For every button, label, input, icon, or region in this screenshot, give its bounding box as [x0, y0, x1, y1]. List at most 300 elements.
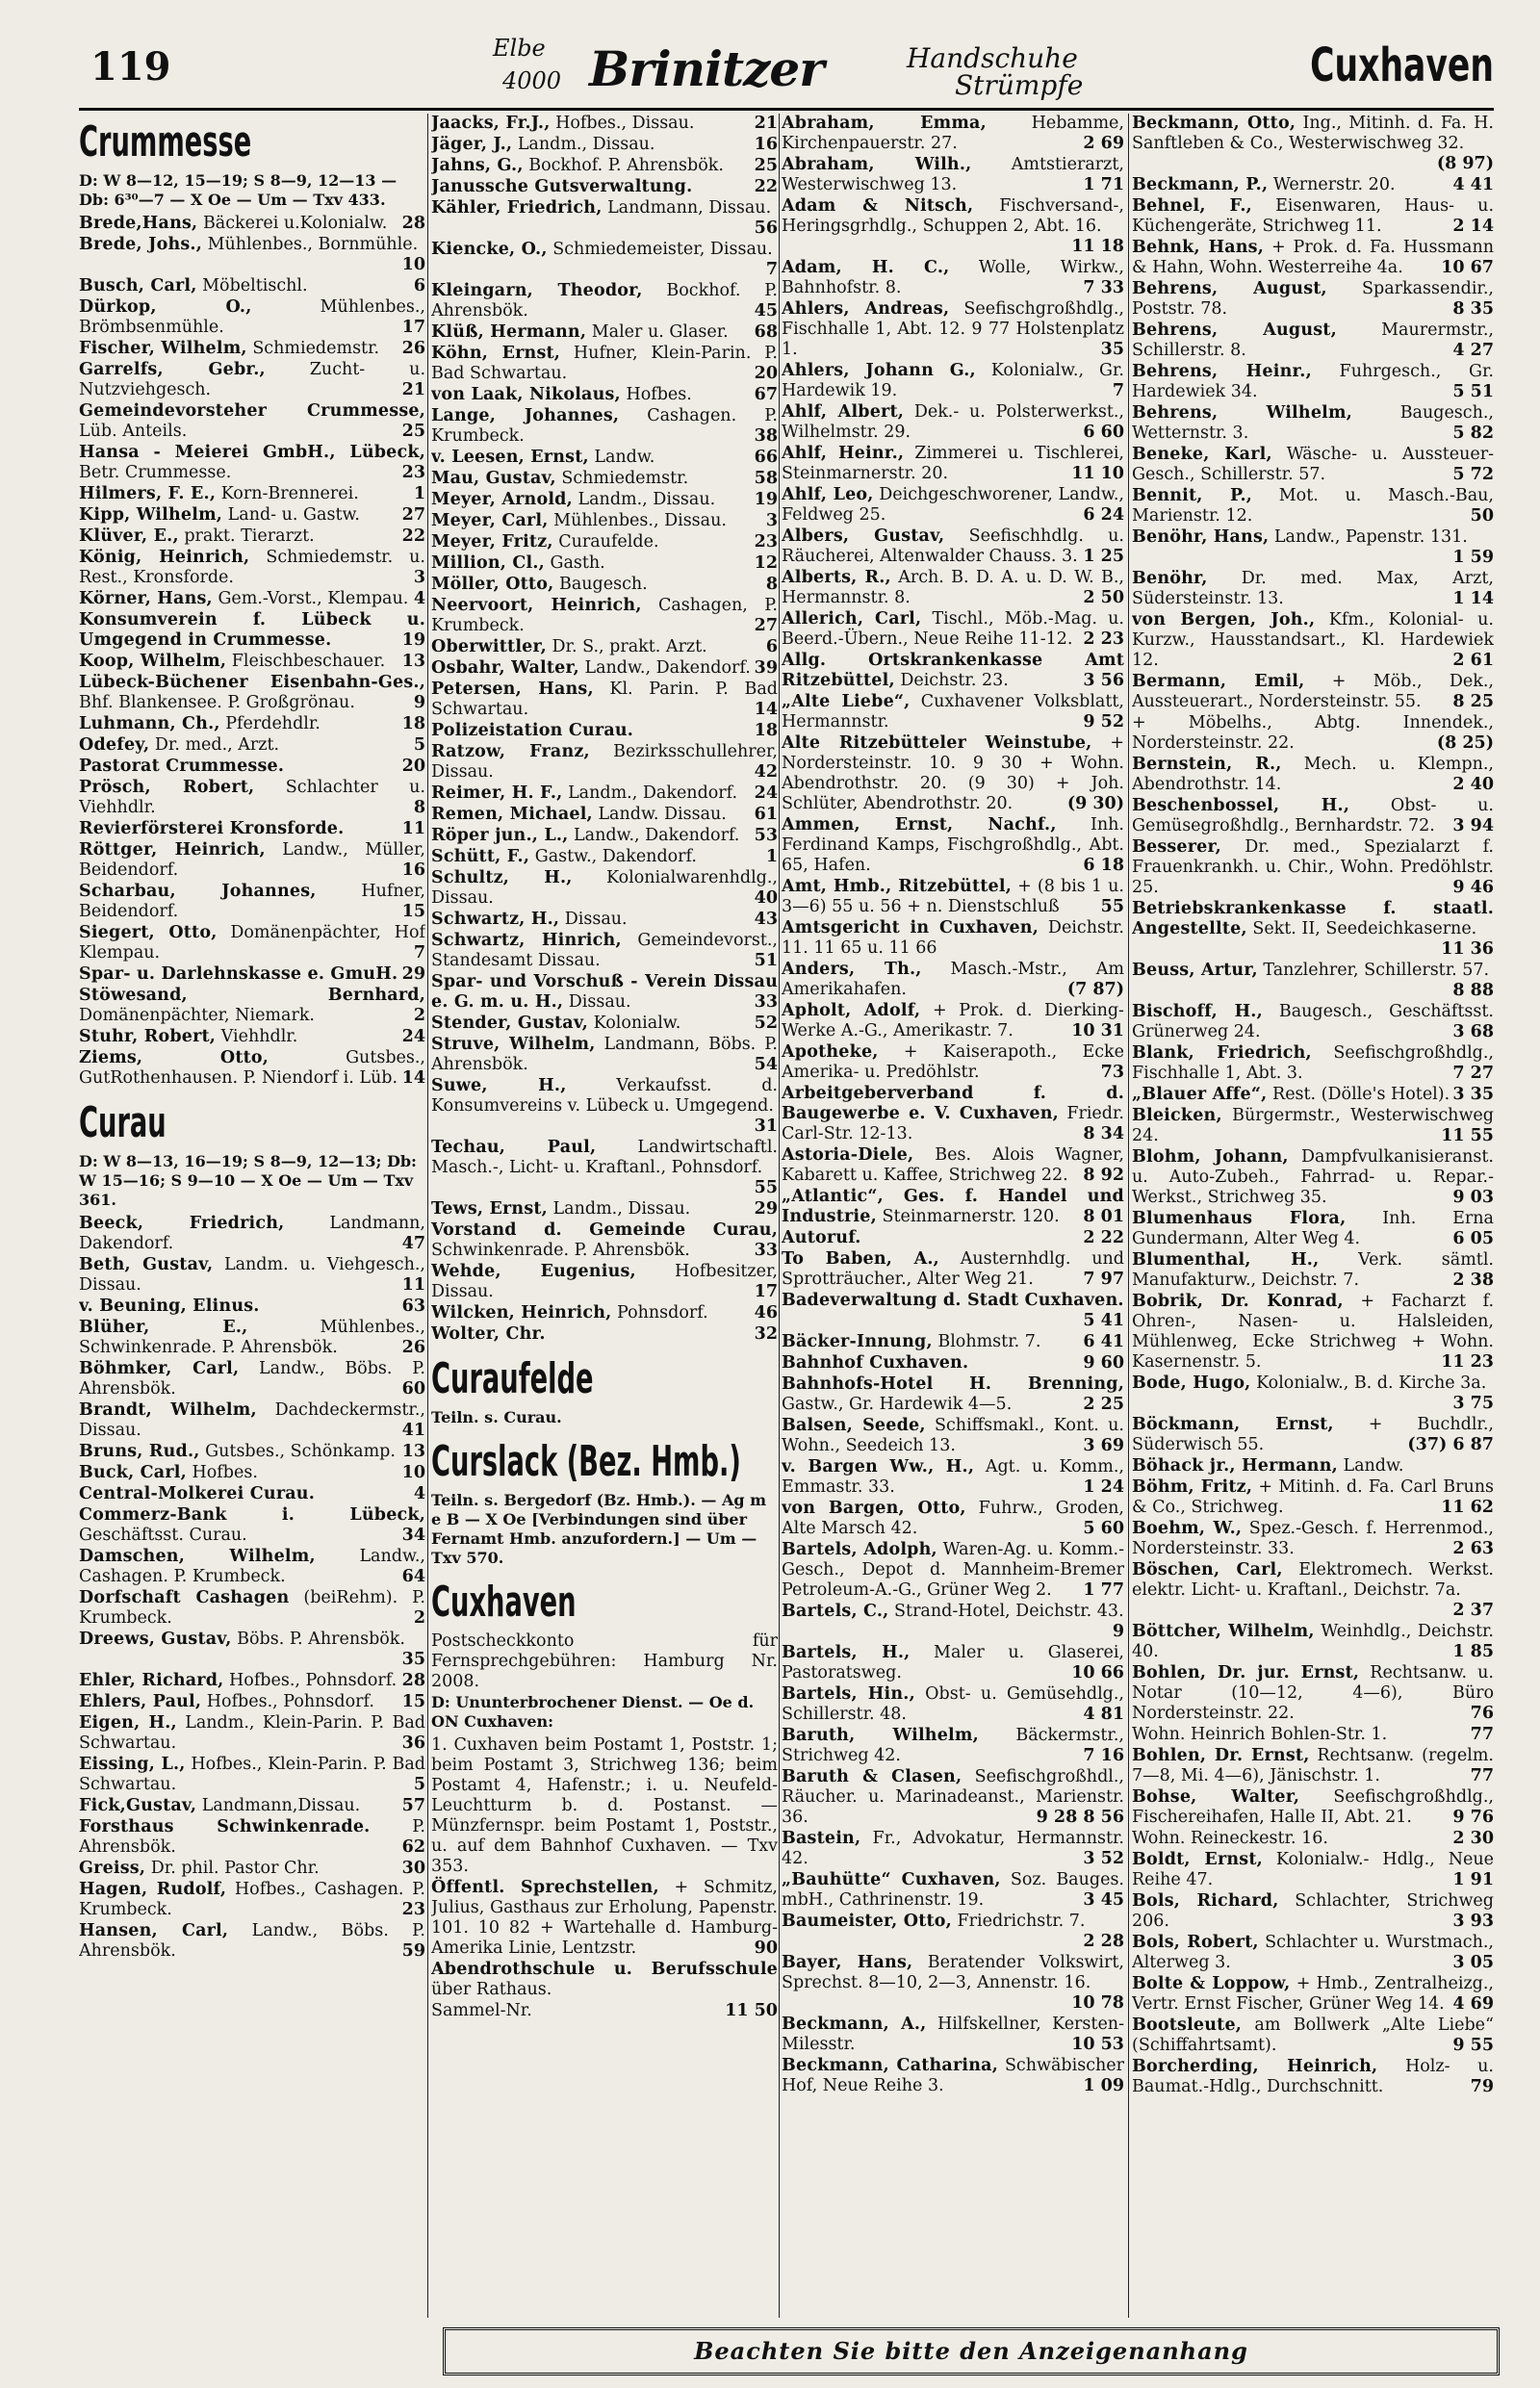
directory-entry: [431, 198, 778, 239]
directory-entry: [782, 2015, 1124, 2055]
entry-details: Landw., Böbs. P. Ahrensbök.: [79, 1359, 425, 1399]
directory-entry: [1132, 610, 1494, 671]
entry-phone-number: 8 92: [1083, 1166, 1124, 1185]
directory-entry: [79, 505, 425, 526]
entry-name: Behrens, August,: [1132, 279, 1327, 298]
entry-phone-number: 19: [754, 490, 778, 509]
entry-details: + Hmb., Zentralheizg., Vertr. Ernst Fischer, Grüner Weg 14.: [1132, 1974, 1494, 2014]
entry-name: Alte Ritzebütteler Weinstube,: [782, 733, 1092, 753]
directory-entry: [79, 1547, 425, 1587]
entry-name: Bernstein, R.,: [1132, 755, 1282, 774]
entry-details: Landmann,Dissau.: [201, 1796, 361, 1815]
entry-details: Hofbes.: [626, 385, 692, 404]
directory-entry: [431, 114, 778, 134]
entry-name: Körner, Hans,: [79, 589, 213, 608]
page-header: [79, 29, 1494, 106]
entry-details: Landw., Müller, Beidendorf.: [79, 840, 425, 880]
entry-phone-number: 24: [401, 1027, 425, 1046]
directory-entry: [79, 778, 425, 818]
entry-details: Landw., Cashagen. P. Krumbeck.: [79, 1547, 425, 1586]
entry-details: Bockhof. P. Ahrensbök.: [431, 281, 778, 321]
entry-details: Tischl., Möb.-Mag. u. Beerd.-Übern., Neue Reihe 11-12.: [782, 609, 1124, 649]
entry-name: Boldt, Ernst,: [1132, 1850, 1263, 1869]
entry-phone-number: 35: [401, 1650, 425, 1669]
entry-details: + Möbelhs., Abtg. Innendek., Nordersteinstr. 22.: [1132, 713, 1494, 753]
entry-name: Böhmker, Carl,: [79, 1359, 240, 1378]
entry-details: Sammel-Nr.: [431, 2001, 532, 2020]
entry-phone-number: 8: [765, 575, 778, 594]
directory-entry: [1132, 713, 1494, 754]
entry-phone-number: 6: [413, 276, 425, 295]
directory-entry: [1132, 1725, 1494, 1745]
directory-entry: [79, 484, 425, 504]
section-service-info: D: W 8—12, 15—19; S 8—9, 12—13 — Db: 6³⁰—7 — X Oe — Um — Txv 433.: [79, 171, 398, 209]
entry-phone-number: 8 88: [1452, 981, 1494, 1000]
directory-entry: [79, 1048, 425, 1089]
entry-details: Sparkassendir., Poststr. 78.: [1132, 279, 1494, 319]
entry-phone-number: 55: [1100, 897, 1124, 916]
entry-name: Betriebskrankenkasse f. staatl. Angestellte,: [1132, 899, 1494, 938]
entry-details: Hofbes., Pohnsdorf.: [206, 1692, 374, 1711]
entry-name: Beneke, Karl,: [1132, 445, 1272, 464]
entry-phone-number: 66: [754, 448, 778, 467]
entry-details: Spez.-Gesch. f. Herrenmod., Nordersteinstr. 33.: [1132, 1519, 1494, 1558]
entry-name: Dreews, Gustav,: [79, 1630, 232, 1649]
entry-phone-number: 11 36: [1441, 939, 1494, 959]
entry-name: Ehlers, Paul,: [79, 1692, 202, 1711]
entry-details: Arch. B. D. A. u. D. W. B., Hermannstr. 8.: [782, 568, 1124, 607]
entry-details: + Facharzt f. Ohren-, Nasen- u. Halsleiden, Mühlenweg, Ecke Strichweg + Wohn. Kasernenstr. 5.: [1132, 1292, 1494, 1372]
entry-details: am Bollwerk „Alte Liebe“ (Schiffahrtsamt).: [1132, 2016, 1494, 2055]
logo-brand: Brinitzer: [589, 40, 824, 97]
entry-details: Wohn. Heinrich Bohlen-Str. 1.: [1132, 1725, 1388, 1744]
directory-entry: [1132, 527, 1494, 568]
entry-phone-number: 3 52: [1083, 1849, 1124, 1868]
entry-phone-number: 15: [401, 902, 425, 921]
entry-details: + Mitinh. d. Fa. Carl Bruns & Co., Strichweg.: [1132, 1477, 1494, 1517]
directory-entry: [782, 815, 1124, 876]
entry-details: Blohmstr. 7.: [937, 1332, 1041, 1351]
directory-entry: [782, 1726, 1124, 1766]
directory-entry: [431, 1262, 778, 1302]
directory-entry: [431, 1960, 778, 2000]
entry-name: Busch, Carl,: [79, 276, 197, 295]
entry-details: Ing., Mitinh. d. Fa. H. Sanftleben & Co., Westerwischweg 32.: [1132, 114, 1494, 153]
entry-phone-number: 4 27: [1452, 341, 1494, 360]
entry-details: Seefischgroßhdl., Räucher. u. Marinadeanst., Marienstr. 36.: [782, 1767, 1124, 1827]
directory-entry: [782, 692, 1124, 732]
entry-name: Hilmers, F. E.,: [79, 484, 217, 503]
entry-name: Ratzow, Franz,: [431, 742, 590, 761]
entry-details: Mühlenbes., Dissau.: [553, 511, 727, 530]
directory-entry: [1132, 1891, 1494, 1932]
entry-name: Abraham, Wilh.,: [782, 155, 972, 174]
entry-details: Schwinkenrade. P. Ahrensbök.: [431, 1241, 690, 1260]
entry-name: Brede, Johs.,: [79, 235, 203, 254]
directory-entry: [1132, 1292, 1494, 1373]
entry-name: Bohlen, Dr. Ernst,: [1132, 1746, 1310, 1765]
entry-phone-number: 5 72: [1452, 465, 1494, 484]
entry-name: Damschen, Wilhelm,: [79, 1547, 316, 1566]
entry-name: Ammen, Ernst, Nachf.,: [782, 815, 1057, 835]
directory-entry: [782, 1145, 1124, 1186]
entry-details: Schiffsmakl., Kont. u. Wohn., Seedeich 13.: [782, 1416, 1124, 1455]
directory-entry: [79, 1255, 425, 1296]
directory-entry: [782, 155, 1124, 195]
entry-name: Jäger, J.,: [431, 135, 513, 154]
directory-entry: [431, 910, 778, 930]
entry-name: To Baben, A.,: [782, 1249, 939, 1269]
entry-phone-number: 4 81: [1083, 1705, 1124, 1724]
entry-name: Beth, Gustav,: [79, 1255, 214, 1274]
directory-entry: [1132, 1415, 1494, 1455]
entry-details: Domänenpächter, Hof Klempau.: [79, 923, 425, 963]
entry-name: Wehde, Eugenius,: [431, 1262, 636, 1281]
entry-details: Verk. sämtl. Manufakturw., Deichstr. 7.: [1132, 1250, 1494, 1290]
entry-phone-number: 1 24: [1083, 1477, 1124, 1497]
entry-phone-number: (8 25): [1436, 733, 1494, 753]
directory-entry: [782, 1001, 1124, 1041]
directory-entry: [79, 1671, 425, 1691]
footer-text: Beachten Sie bitte den Anzeigenanhang: [694, 2337, 1248, 2365]
directory-entry: [782, 877, 1124, 917]
directory-entry: [782, 1291, 1124, 1331]
entry-name: Forsthaus Schwinkenrade.: [79, 1817, 371, 1836]
entry-name: Köhn, Ernst,: [431, 344, 561, 363]
entry-phone-number: 7 97: [1083, 1270, 1124, 1289]
entry-phone-number: 14: [401, 1068, 425, 1088]
entry-phone-number: 16: [401, 860, 425, 880]
directory-entry: [79, 819, 425, 839]
entry-name: Brandt, Wilhelm,: [79, 1400, 257, 1420]
section-service-info: D: W 8—13, 16—19; S 8—9, 12—13; Db: W 15—16; S 9—10 — X Oe — Um — Txv 361.: [79, 1152, 417, 1209]
entry-details: Dr. med., Arzt.: [154, 735, 280, 755]
entry-phone-number: 7: [413, 943, 425, 963]
directory-entry: [782, 1187, 1124, 1227]
entry-name: Apholt, Adolf,: [782, 1001, 921, 1020]
entry-details: Landwirtschaftl. Masch.-, Licht- u. Kraftanl., Pohnsdorf.: [431, 1138, 778, 1177]
entry-details: Kolonialw., Gr. Hardewik 19.: [782, 361, 1124, 400]
entry-phone-number: 5 51: [1452, 382, 1494, 401]
entry-name: Bohlen, Dr. jur. Ernst,: [1132, 1663, 1360, 1682]
directory-entry: [782, 1829, 1124, 1869]
entry-phone-number: 40: [754, 888, 778, 908]
directory-entry: [79, 1463, 425, 1483]
entry-phone-number: 2 40: [1452, 775, 1494, 794]
entry-details: Kolonialw.- Hdlg., Neue Reihe 47.: [1132, 1850, 1494, 1889]
entry-phone-number: 46: [754, 1303, 778, 1322]
entry-name: Apotheke,: [782, 1042, 879, 1062]
entry-name: Eissing, L.,: [79, 1755, 186, 1774]
entry-phone-number: 42: [754, 762, 778, 782]
directory-entry: [431, 596, 778, 636]
entry-details: Gastw., Dakendorf.: [534, 847, 697, 866]
entry-details: Korn-Brennerei.: [220, 484, 359, 503]
entry-phone-number: 43: [754, 910, 778, 929]
entry-name: Spar- und Vorschuß - Verein Dissau e. G. m. u. H.,: [431, 972, 778, 1012]
entry-details: Seefischhdlg. u. Räucherei, Altenwalder Chauss. 3.: [782, 526, 1124, 566]
entry-name: Hagen, Rudolf,: [79, 1880, 227, 1899]
entry-details: Dr. med. Max, Arzt, Südersteinstr. 13.: [1132, 569, 1494, 608]
directory-entry: [431, 1076, 778, 1137]
entry-details: Landm., Dakendorf.: [568, 783, 738, 803]
entry-name: Bartels, Adolph,: [782, 1540, 937, 1559]
directory-entry: [79, 1859, 425, 1879]
entry-phone-number: 11 10: [1071, 464, 1124, 483]
entry-details: Masch.-Mstr., Am Amerikahafen.: [782, 960, 1124, 999]
entry-phone-number: 23: [401, 463, 425, 482]
directory-entry: [79, 1484, 425, 1504]
entry-name: Behnel, F.,: [1132, 196, 1252, 216]
entry-name: Meyer, Fritz,: [431, 532, 553, 552]
directory-entry: [79, 1755, 425, 1795]
entry-phone-number: 76: [1470, 1704, 1494, 1723]
directory-entry: [782, 258, 1124, 298]
directory-entry: [1132, 321, 1494, 361]
entry-name: Oberwittler,: [431, 637, 547, 656]
entry-details: Baugesch., Wetternstr. 3.: [1132, 403, 1494, 443]
entry-name: Suwe, H.,: [431, 1076, 567, 1095]
entry-name: Konsumverein f. Lübeck u. Umgegend in Crummesse.: [79, 610, 425, 650]
entry-details: Fuhrw., Groden, Alte Marsch 42.: [782, 1499, 1124, 1538]
entry-details: Wäsche- u. Aussteuer-Gesch., Schillerstr. 57.: [1132, 445, 1494, 484]
entry-details: Hofbes., Cashagen. P. Krumbeck.: [79, 1880, 425, 1919]
directory-entry: [79, 1921, 425, 1962]
entry-details: Schwäbischer Hof, Neue Reihe 3.: [782, 2056, 1124, 2095]
entry-name: Behrens, Wilhelm,: [1132, 403, 1353, 423]
entry-name: Bohse, Walter,: [1132, 1787, 1300, 1807]
entry-name: Beckmann, A.,: [782, 2015, 927, 2034]
entry-details: + Schmitz, Julius, Gasthaus zur Erholung, Papenstr. 101. 10 82 + Wartehalle d. Hamburg-Amerika Linie, Lentzstr.: [431, 1878, 778, 1958]
directory-entry: [431, 783, 778, 804]
entry-phone-number: (7 87): [1066, 980, 1124, 999]
entry-phone-number: 10: [401, 1463, 425, 1482]
entry-details: Verkaufsst. d. Konsumvereins v. Lübeck u. Umgegend.: [431, 1076, 778, 1116]
entry-details: Baugesch., Geschäftsst. Grünerweg 24.: [1132, 1002, 1494, 1041]
directory-entry: [1132, 1456, 1494, 1476]
column-divider: [1128, 114, 1129, 2318]
entry-details: Domänenpächter, Niemark.: [79, 1006, 315, 1025]
entry-phone-number: 7 33: [1083, 278, 1124, 297]
entry-name: Kleingarn, Theodor,: [431, 281, 643, 300]
entry-name: Vorstand d. Gemeinde Curau,: [431, 1220, 778, 1240]
directory-entry: [79, 526, 425, 547]
entry-phone-number: 31: [754, 1117, 778, 1136]
entry-details: Elektromech. Werkst. elektr. Licht- u. Kraftanl., Deichstr. 7a.: [1132, 1560, 1494, 1600]
entry-phone-number: 23: [401, 1900, 425, 1919]
entry-phone-number: 27: [754, 616, 778, 635]
entry-details: Bockhof. P. Ahrensbök.: [528, 156, 724, 175]
entry-phone-number: 4: [413, 1484, 425, 1503]
entry-details: Kolonialwarenhdlg., Dissau.: [431, 868, 778, 908]
entry-name: Dorfschaft Cashagen: [79, 1588, 290, 1607]
entry-phone-number: 32: [754, 1324, 778, 1344]
entry-phone-number: 3 93: [1452, 1912, 1494, 1931]
entry-details: Cuxhavener Volksblatt, Hermannstr.: [782, 692, 1124, 732]
entry-phone-number: 90: [754, 1939, 778, 1958]
entry-phone-number: 4 41: [1452, 175, 1494, 194]
entry-phone-number: 60: [401, 1379, 425, 1399]
entry-phone-number: 7: [1112, 381, 1124, 400]
entry-name: Badeverwaltung d. Stadt Cuxhaven.: [782, 1291, 1124, 1310]
entry-name: Beckmann, Catharina,: [782, 2056, 998, 2075]
entry-name: Jahns, G.,: [431, 156, 524, 175]
footer-notice: [443, 2327, 1500, 2375]
directory-entry: [431, 281, 778, 321]
directory-entry: [79, 297, 425, 338]
entry-phone-number: 9 52: [1083, 712, 1124, 732]
entry-phone-number: 25: [401, 422, 425, 441]
entry-phone-number: 3 05: [1452, 1953, 1494, 1972]
entry-phone-number: 77: [1470, 1725, 1494, 1744]
entry-name: Schultz, H.,: [431, 868, 573, 887]
entry-phone-number: 5 60: [1083, 1519, 1124, 1538]
entry-details: Hebamme, Kirchenpauerstr. 27.: [782, 114, 1124, 153]
entry-phone-number: 8 35: [1452, 299, 1494, 319]
directory-entry: [782, 733, 1124, 814]
entry-phone-number: 29: [754, 1199, 778, 1219]
entry-name: Fick,Gustav,: [79, 1796, 197, 1815]
advertiser-logo: [493, 35, 1090, 102]
entry-details: Bezirksschullehrer, Dissau.: [431, 742, 778, 782]
directory-entry: [79, 714, 425, 734]
entry-details: Dampfvulkanisieranst. u. Auto-Zubeh., Fahrrad- u. Repar.-Werkst., Strichweg 35.: [1132, 1147, 1494, 1207]
directory-entry: [1132, 1560, 1494, 1621]
entry-details: Landm., Dissau.: [552, 1199, 691, 1219]
entry-phone-number: 2: [413, 1006, 425, 1025]
entry-name: Klüß, Hermann,: [431, 322, 587, 342]
directory-entry: [782, 299, 1124, 360]
entry-details: Austernhdlg. und Sprotträucher., Alter Weg 21.: [782, 1249, 1124, 1289]
entry-details: Kfm., Kolonial- u. Kurzw., Hausstandsart., Kl. Hardewiek 12.: [1132, 610, 1494, 670]
entry-name: Abraham, Emma,: [782, 114, 987, 133]
directory-entry: [79, 1505, 425, 1546]
entry-phone-number: 7: [765, 260, 778, 279]
entry-phone-number: 3 35: [1452, 1085, 1494, 1104]
entry-name: Lübeck-Büchener Eisenbahn-Ges.,: [79, 673, 425, 692]
directory-entry: [79, 1692, 425, 1712]
entry-details: Wernerstr. 20.: [1272, 175, 1396, 194]
entry-phone-number: 10 66: [1071, 1663, 1124, 1682]
section-note: Postscheckkonto für Fernsprechgebühren: Hamburg Nr. 2008.: [431, 1631, 778, 1691]
entry-phone-number: 39: [754, 658, 778, 678]
entry-name: Bleicken,: [1132, 1106, 1222, 1125]
entry-details: Waren-Ag. u. Komm.-Gesch., Depot d. Mannheim-Bremer Petroleum-A.-G., Grüner Weg 2.: [782, 1540, 1124, 1600]
entry-name: von Bargen, Otto,: [782, 1499, 966, 1518]
directory-entry: [79, 276, 425, 296]
entry-details: Gastw., Gr. Hardewik 4—5.: [782, 1395, 1013, 1414]
entry-phone-number: 8 01: [1083, 1207, 1124, 1226]
entry-phone-number: 33: [754, 1241, 778, 1260]
entry-name: Böhm, Fritz,: [1132, 1477, 1253, 1497]
entry-details: Landmann, Dissau.: [607, 198, 772, 218]
entry-name: Reimer, H. F.,: [431, 783, 563, 803]
entry-name: Bäcker-Innung,: [782, 1332, 933, 1351]
directory-entry: [1132, 837, 1494, 898]
entry-details: P. Ahrensbök.: [79, 1817, 425, 1857]
entry-name: Astoria-Diele,: [782, 1145, 914, 1165]
section-service-info: Teiln. s. Curau.: [431, 1408, 562, 1426]
entry-name: Siegert, Otto,: [79, 923, 218, 942]
entry-name: Autoruf.: [782, 1228, 861, 1247]
entry-phone-number: 1 71: [1083, 175, 1124, 194]
entry-name: Petersen, Hans,: [431, 680, 594, 699]
directory-entry: [431, 511, 778, 531]
entry-phone-number: 9 03: [1452, 1188, 1494, 1207]
entry-phone-number: 2 14: [1452, 217, 1494, 236]
entry-name: Kähler, Friedrich,: [431, 198, 603, 218]
entry-details: Landw., Papenstr. 131.: [1273, 527, 1468, 547]
entry-name: Öffentl. Sprechstellen,: [431, 1878, 659, 1897]
entry-details: Maurermstr., Schillerstr. 8.: [1132, 321, 1494, 360]
directory-entry: [431, 972, 778, 1013]
entry-phone-number: 62: [401, 1837, 425, 1857]
entry-details: Kl. Parin. P. Bad Schwartau.: [431, 680, 778, 719]
entry-details: Viehhdlr.: [220, 1027, 298, 1046]
entry-details: Böbs. P. Ahrensbök.: [237, 1630, 405, 1649]
entry-name: Bartels, Hin.,: [782, 1684, 915, 1704]
entry-phone-number: 5: [413, 735, 425, 755]
entry-name: v. Leesen, Ernst,: [431, 448, 589, 467]
directory-entry: [782, 1249, 1124, 1290]
entry-name: Behnk, Hans,: [1132, 238, 1264, 257]
entry-phone-number: 2 25: [1083, 1395, 1124, 1414]
entry-phone-number: 68: [754, 322, 778, 342]
entry-phone-number: 56: [754, 218, 778, 238]
entry-name: Ahlf, Leo,: [782, 485, 874, 504]
entry-phone-number: 2 61: [1452, 651, 1494, 670]
entry-name: Boehm, W.,: [1132, 1519, 1243, 1538]
entry-details: Wohn. Reineckestr. 16.: [1132, 1829, 1328, 1848]
entry-name: Ahlers, Johann G.,: [782, 361, 976, 380]
entry-phone-number: 9 55: [1452, 2036, 1494, 2055]
entry-name: Scharbau, Johannes,: [79, 882, 317, 901]
entry-phone-number: 22: [401, 526, 425, 546]
entry-phone-number: 61: [754, 805, 778, 824]
entry-details: Amtstierarzt, Westerwischweg 13.: [782, 155, 1124, 194]
entry-phone-number: 9 76: [1452, 1808, 1494, 1827]
directory-entry: [782, 526, 1124, 567]
column-divider: [779, 114, 780, 2318]
entry-phone-number: 2: [413, 1608, 425, 1628]
entry-name: Blüher, E.,: [79, 1318, 248, 1337]
entry-name: Schwartz, H.,: [431, 910, 560, 929]
directory-entry: [79, 757, 425, 777]
entry-details: Deichstr. 23.: [900, 671, 1009, 690]
directory-entry: [79, 1318, 425, 1358]
entry-phone-number: 25: [754, 156, 778, 175]
directory-entry: [782, 918, 1124, 959]
directory-entry: [431, 868, 778, 909]
entry-name: Wilcken, Heinrich,: [431, 1303, 612, 1322]
entry-name: Prösch, Robert,: [79, 778, 255, 797]
entry-phone-number: 6 24: [1083, 505, 1124, 525]
entry-name: Röttger, Heinrich,: [79, 840, 266, 860]
entry-details: Dek.- u. Polsterwerkst., Wilhelmstr. 29.: [782, 402, 1124, 442]
entry-phone-number: 1 85: [1452, 1642, 1494, 1661]
entry-phone-number: 67: [754, 385, 778, 404]
entry-name: Struve, Wilhelm,: [431, 1035, 596, 1054]
section-service-info: D: Ununterbrochener Dienst. — Oe d. ON Cuxhaven:: [431, 1693, 755, 1731]
entry-details: Dr. phil. Pastor Chr.: [150, 1859, 320, 1878]
entry-details: Beratender Volkswirt, Sprechst. 8—10, 2—3, Annenstr. 16.: [782, 1953, 1124, 1992]
entry-details: Friedrichstr. 7.: [957, 1912, 1086, 1931]
running-head-city: Cuxhaven: [1310, 39, 1494, 92]
entry-details: Geschäftsst. Curau.: [79, 1526, 247, 1545]
entry-name: Benöhr,: [1132, 569, 1208, 588]
directory-entry: [1132, 1519, 1494, 1559]
entry-details: Deichgeschworener, Landw., Feldweg 25.: [782, 485, 1124, 525]
